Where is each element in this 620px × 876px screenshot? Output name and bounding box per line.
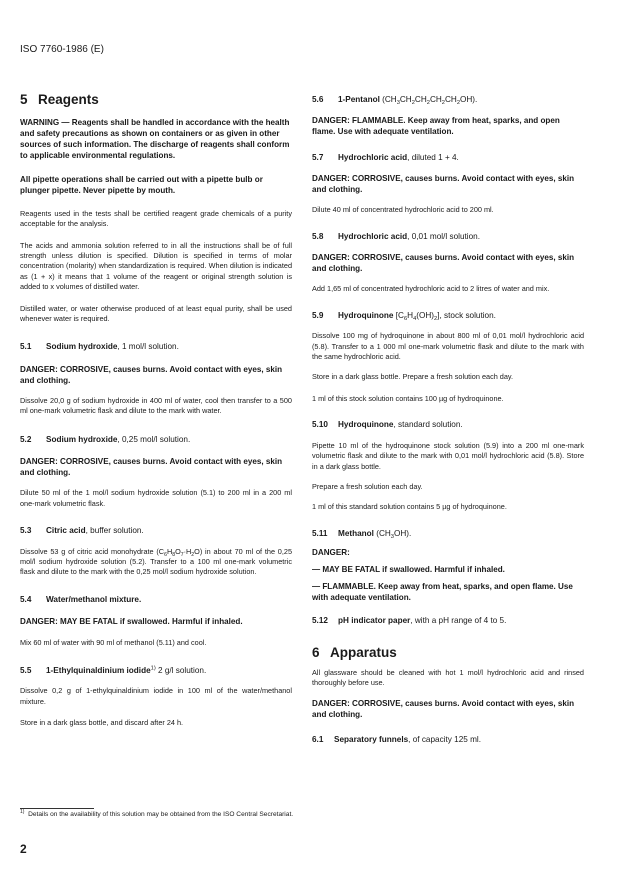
clause-5-9-heading: 5.9 Hydroquinone $[C_6H_4(OH)_2]$, stock solution.	[312, 310, 496, 322]
warning-paragraph: WARNING — Reagents shall be handled in accordance with the health and safety precautions as shown on containers or as given in other sources of such information. The discharge of reagents shall conform to applicable environmental regulations.	[20, 118, 290, 160]
clause-5-6-danger: DANGER: FLAMMABLE. Keep away from heat, sparks, and open flame. Use with adequate ventilation.	[312, 115, 560, 136]
clause-5-9-text: Dissolve 100 mg of hydroquinone in about 800 ml of 0,01 mol/l hydrochloric acid (5.8). Transfer to a 1 000 ml one-mark volumetric flask and dilute to the mark with the same hydrochloric acid.	[312, 331, 584, 362]
section-6-text: All glassware should be cleaned with hot 1 mol/l hydrochloric acid and rinsed thoroughly before use.	[312, 667, 584, 688]
footnote-reference: 1)	[150, 665, 156, 671]
clause-5-10-fresh: Prepare a fresh solution each day.	[312, 481, 423, 491]
page-number: 2	[20, 842, 27, 856]
left-column	[20, 92, 292, 728]
acids-dilution-text: The acids and ammonia solution referred to in all the instructions shall be of full strength unless dilution is specified. Dilution is specified in terms of molar concentration (molarity) when standardization is required. When dilution is indicated as (1 + x) it means that 1 volume of the reagent or original strength solution is added to x volumes of distilled water.	[20, 240, 292, 292]
clause-5-5-text: Dissolve 0,2 g of 1-ethylquinaldinium iodide in 100 ml of the water/methanol mixture.	[20, 686, 292, 706]
clause-5-5-heading: 5.5 1-Ethylquinaldinium iodide$^{1)}$ 2 g/l solution.	[20, 665, 207, 675]
clause-5-8-text: Add 1,65 ml of concentrated hydrochloric acid to 2 litres of water and mix.	[312, 284, 550, 294]
clause-5-2-danger: DANGER: CORROSIVE, causes burns. Avoid contact with eyes, skin and clothing.	[20, 457, 283, 478]
clause-5-4-danger: DANGER: MAY BE FATAL if swallowed. Harmful if inhaled.	[20, 617, 243, 627]
clause-5-11-danger-label: DANGER:	[312, 548, 350, 558]
clause-5-1-heading: 5.1 Sodium hydroxide, 1 mol/l solution.	[20, 342, 179, 352]
clause-5-3-text: Dissolve 53 g of citric acid monohydrate $(C_6H_8O_7\cdot H_2O)$ in about 70 ml of the 0,25 mol/l sodium hydroxide solution (5.2). Transfer to a 100 ml one-mark volumetric flask and dilute to the mark with the 0,25 mol/l sodium hydroxide solution.	[20, 546, 293, 577]
clause-5-1-danger: DANGER: CORROSIVE, causes burns. Avoid contact with eyes, skin and clothing.	[20, 364, 283, 385]
right-column	[312, 95, 584, 745]
section-6-heading: 6 Apparatus	[312, 644, 397, 660]
footnote: $^{1)}$ Details on the availability of this solution may be obtained from the ISO Central Secretariat.	[20, 808, 294, 818]
clause-5-9-storage: Store in a dark glass bottle. Prepare a fresh solution each day.	[312, 372, 514, 382]
clause-5-9-contains: 1 ml of this stock solution contains 100 µg of hydroquinone.	[312, 393, 504, 403]
clause-5-7-danger: DANGER: CORROSIVE, causes burns. Avoid contact with eyes, skin and clothing.	[312, 174, 575, 195]
clause-5-10-contains: 1 ml of this standard solution contains 5 µg of hydroquinone.	[312, 502, 507, 512]
clause-5-2-text: Dilute 50 ml of the 1 mol/l sodium hydroxide solution (5.1) to 200 ml in a 200 ml one-mark volumetric flask.	[20, 488, 292, 508]
footnote-divider	[20, 808, 94, 809]
clause-5-3-heading: 5.3 Citric acid, buffer solution.	[20, 525, 144, 535]
clause-5-7-text: Dilute 40 ml of concentrated hydrochloric acid to 200 ml.	[312, 205, 494, 215]
clause-5-4-heading: 5.4 Water/methanol mixture.	[20, 594, 142, 604]
clause-5-8-danger: DANGER: CORROSIVE, causes burns. Avoid contact with eyes, skin and clothing.	[312, 253, 575, 274]
pipette-warning: All pipette operations shall be carried out with a pipette bulb or plunger pipette. Never pipette by mouth.	[20, 175, 263, 195]
clause-5-6-heading: 5.6 1-Pentanol $(CH_3CH_2CH_2CH_2CH_2OH)$.	[312, 95, 478, 106]
distilled-water-text: Distilled water, or water otherwise produced of at least equal purity, shall be used whenever water is required.	[20, 303, 292, 323]
document-header: ISO 7760-1986 (E)	[20, 44, 104, 55]
clause-5-7-heading: 5.7 Hydrochloric acid, diluted 1 + 4.	[312, 152, 459, 162]
clause-5-2-heading: 5.2 Sodium hydroxide, 0,25 mol/l solution.	[20, 434, 191, 444]
clause-5-12-heading: 5.12 pH indicator paper, with a pH range of 4 to 5.	[312, 616, 507, 626]
clause-5-10-text: Pipette 10 ml of the hydroquinone stock solution (5.9) into a 200 ml one-mark volumetric flask and dilute to the mark with 0,01 mol/l hydrochloric acid (5.8). Store in a dark glass bottle.	[312, 440, 584, 471]
clause-5-8-heading: 5.8 Hydrochloric acid, 0,01 mol/l solution.	[312, 231, 480, 241]
clause-6-1-heading: 6.1 Separatory funnels, of capacity 125 ml.	[312, 734, 481, 744]
reagent-grade-text: Reagents used in the tests shall be certified reagent grade chemicals of a purity acceptable for the analysis.	[20, 209, 292, 229]
clause-5-11-heading: 5.11 Methanol $(CH_3OH)$.	[312, 528, 412, 540]
clause-5-10-heading: 5.10 Hydroquinone, standard solution.	[312, 420, 463, 430]
section-6-danger: DANGER: CORROSIVE, causes burns. Avoid contact with eyes, skin and clothing.	[312, 698, 575, 719]
clause-5-4-text: Mix 60 ml of water with 90 ml of methanol (5.11) and cool.	[20, 638, 207, 648]
section-5-heading: 5 Reagents	[20, 92, 99, 107]
clause-5-11-danger-2: — FLAMMABLE. Keep away from heat, sparks, and open flame. Use with adequate ventilation.	[312, 582, 573, 603]
clause-5-5-storage: Store in a dark glass bottle, and discard after 24 h.	[20, 718, 184, 728]
clause-5-11-danger-1: — MAY BE FATAL if swallowed. Harmful if inhaled.	[312, 565, 505, 575]
clause-5-1-text: Dissolve 20,0 g of sodium hydroxide in 400 ml of water, cool then transfer to a 500 ml one-mark volumetric flask and dilute to the mark with water.	[20, 395, 292, 416]
